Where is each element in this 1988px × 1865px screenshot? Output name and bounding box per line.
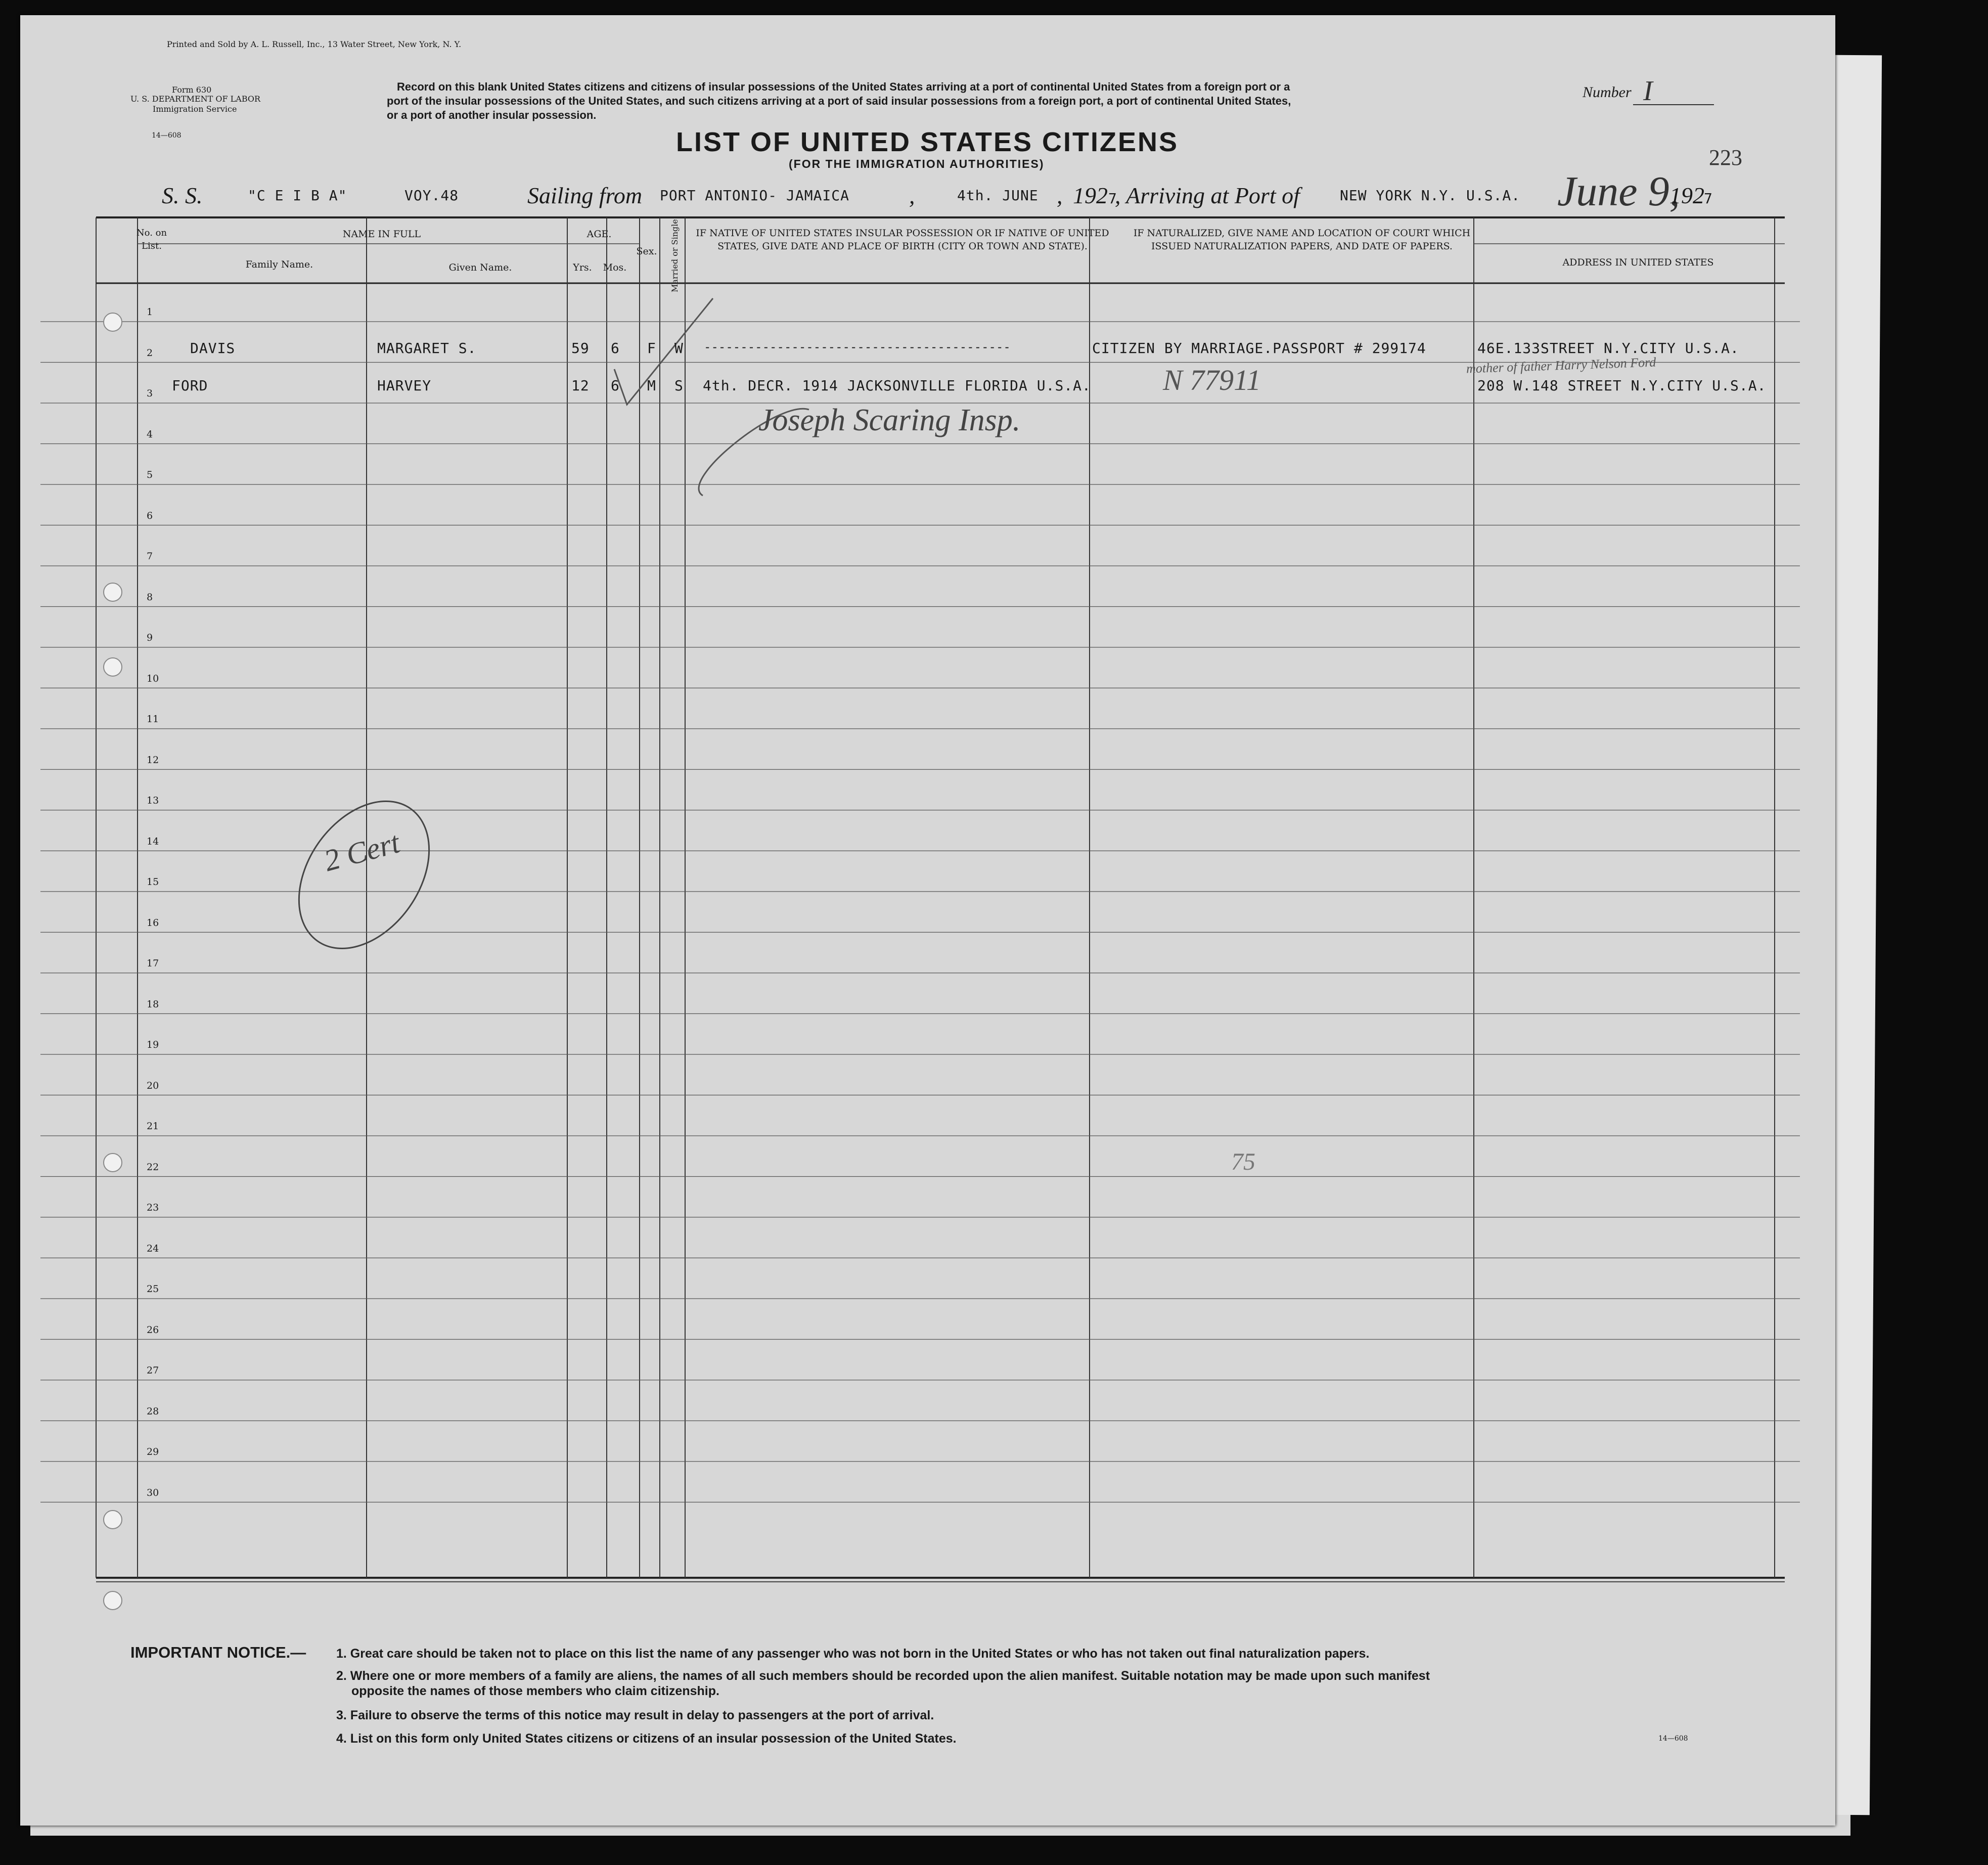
page-title: LIST OF UNITED STATES CITIZENS	[676, 127, 1179, 157]
instructions-line-1: Record on this blank United States citizens and citizens of insular possessions of the United States arriving at a port of continental United States from a foreign port or a	[397, 80, 1290, 93]
row2-birth: 4th. DECR. 1914 JACKSONVILLE FLORIDA U.S.A.	[703, 377, 1091, 394]
col-given-name: Given Name.	[448, 262, 512, 273]
passport-handwritten: N 77911	[1163, 364, 1261, 396]
row2-marital-status: S	[674, 377, 684, 394]
col-name-in-full: NAME IN FULL	[342, 229, 421, 240]
row-number: 1	[147, 306, 153, 318]
row-number: 29	[147, 1446, 159, 1457]
row-number: 6	[147, 510, 153, 521]
row-number: 13	[147, 795, 159, 806]
ss-label: S. S.	[162, 183, 203, 208]
binder-hole	[103, 1510, 122, 1529]
notice-item-3: 3. Failure to observe the terms of this notice may result in delay to passengers at the port of arrival.	[336, 1708, 934, 1722]
page-subtitle: (FOR THE IMMIGRATION AUTHORITIES)	[789, 157, 1045, 170]
row-number: 12	[147, 754, 159, 766]
binder-hole	[103, 313, 122, 332]
ship-name: "C E I B A"	[248, 187, 347, 204]
row2-family-name: FORD	[172, 377, 208, 394]
binder-hole	[103, 657, 122, 677]
row2-address: 208 W.148 STREET N.Y.CITY U.S.A.	[1477, 377, 1767, 394]
row2-given-name: HARVEY	[377, 377, 432, 394]
row1-given-name: MARGARET S.	[377, 340, 477, 357]
col-age: AGE.	[586, 229, 612, 240]
instructions-line-2: port of the insular possessions of the United States, and such citizens arriving at a port of said insular possessions from a foreign port, a port of continental United States,	[387, 95, 1291, 107]
row-number: 18	[147, 998, 159, 1010]
row-number: 20	[147, 1080, 159, 1091]
row-number: 15	[147, 876, 159, 887]
row-number: 24	[147, 1242, 159, 1254]
col-naturalized: IF NATURALIZED, GIVE NAME AND LOCATION OF COURT WHICH ISSUED NATURALIZATION PAPERS, AND DATE OF PAPERS.	[1133, 228, 1471, 252]
sailing-date: 4th. JUNE	[957, 187, 1038, 204]
row-number: 4	[147, 428, 153, 440]
row-number: 14	[147, 835, 159, 847]
binder-hole	[103, 583, 122, 602]
arrival-year-suffix: 7	[1704, 190, 1713, 207]
col-native: IF NATIVE OF UNITED STATES INSULAR POSSESSION OR IF NATIVE OF UNITED STATES, GIVE DATE AND PLACE OF BIRTH (CITY OR TOWN AND STATE).	[696, 228, 1109, 252]
department-name: U. S. DEPARTMENT OF LABOR	[130, 94, 261, 104]
row1-birth: ------------------------------------------	[704, 340, 1011, 354]
form-number: Form 630	[172, 85, 212, 95]
col-mos: Mos.	[603, 262, 627, 273]
row-number: 23	[147, 1202, 159, 1213]
row-number: 21	[147, 1121, 159, 1132]
sailing-from: PORT ANTONIO- JAMAICA	[660, 187, 850, 204]
arrival-date-handwritten: June 9,	[1557, 168, 1680, 215]
stamp-75: 75	[1231, 1148, 1255, 1175]
col-family-name: Family Name.	[245, 259, 313, 270]
row-number: 5	[147, 469, 153, 480]
binder-hole	[103, 1591, 122, 1610]
row2-sex: M	[647, 377, 656, 394]
row1-address: 46E.133STREET N.Y.CITY U.S.A.	[1477, 340, 1739, 357]
binder-hole	[103, 1153, 122, 1172]
row1-sex: F	[647, 340, 656, 357]
year-prefix: 192	[1073, 183, 1108, 208]
row-number: 26	[147, 1324, 159, 1336]
address-note-handwritten: mother of father Harry Nelson Ford	[1466, 354, 1656, 376]
arriving-port: NEW YORK N.Y. U.S.A.	[1340, 187, 1521, 204]
col-married: Married or Single.	[670, 216, 680, 292]
row-number: 19	[147, 1039, 159, 1050]
row-number: 10	[147, 673, 159, 684]
margin-note-handwritten: 2 Cert	[320, 825, 403, 878]
arriving-label: , Arriving at Port of	[1115, 183, 1300, 208]
ruled-table-grid	[20, 15, 1835, 1826]
row-number: 30	[147, 1487, 159, 1498]
notice-item-4: 4. List on this form only United States citizens or citizens of an insular possession of the United States.	[336, 1731, 957, 1746]
row1-naturalized: CITIZEN BY MARRIAGE.PASSPORT # 299174	[1092, 340, 1426, 357]
voyage-number: VOY.48	[404, 187, 459, 204]
row1-marital-status: W	[674, 340, 684, 357]
inspector-signature: Joseph Scaring Insp.	[758, 403, 1021, 437]
row-number: 17	[147, 958, 159, 969]
footer-form-code: 14—608	[1658, 1735, 1688, 1743]
row-number: 25	[147, 1283, 159, 1295]
row-number: 7	[147, 551, 153, 562]
service-name: Immigration Service	[153, 104, 237, 114]
margin-note-circle	[272, 777, 456, 973]
row2-age-years: 12	[571, 377, 590, 394]
row-number: 28	[147, 1405, 159, 1417]
col-address: ADDRESS IN UNITED STATES	[1562, 257, 1714, 268]
sailing-label: Sailing from	[527, 183, 643, 208]
instructions-line-3: or a port of another insular possession.	[387, 109, 597, 121]
notice-item-1: 1. Great care should be taken not to place on this list the name of any passenger who was not born in the United States or who has not taken out final naturalization papers.	[336, 1647, 1370, 1661]
number-value: I	[1643, 75, 1653, 107]
row-number: 11	[147, 714, 159, 725]
page-number: 223	[1709, 145, 1742, 170]
number-label: Number	[1583, 84, 1632, 101]
year-suffix: 7	[1108, 190, 1117, 207]
notice-item-2a: 2. Where one or more members of a family are aliens, the names of all such members should be recorded upon the alien manifest. Suitable notation may be made upon such manifest	[336, 1669, 1430, 1683]
row-number: 27	[147, 1365, 159, 1376]
row1-age-years: 59	[571, 340, 590, 357]
form-code: 14—608	[152, 131, 182, 140]
row-number: 9	[147, 632, 153, 643]
col-sex: Sex.	[636, 246, 657, 257]
col-no: No. on List.	[136, 228, 167, 251]
row-number: 2	[147, 347, 153, 359]
col-yrs: Yrs.	[573, 262, 592, 273]
row1-family-name: DAVIS	[190, 340, 236, 357]
row1-age-months: 6	[611, 340, 620, 357]
row-number: 8	[147, 591, 153, 603]
row-number: 3	[147, 388, 153, 399]
printer-line: Printed and Sold by A. L. Russell, Inc., 13 Water Street, New York, N. Y.	[167, 39, 462, 49]
arrival-year-prefix: 192	[1669, 183, 1704, 208]
manifest-sheet: Printed and Sold by A. L. Russell, Inc., 13 Water Street, New York, N. Y. Form 630 U. S. DEPARTMENT OF LABOR Immigration Service 14—608 Record on this blank United States citizens and citizens of insular possessions of the United States arriving at a port of continental United States from a foreign port or a port of the insular possessions of the United States, and such citizens arriving at a port of said insular possessions from a foreign port, a port of continental United States, or a port of another insular possession. Number I 223 LIST OF UNITED STATES CITIZENS (FOR THE IMMIGRATION AUTHORITIES) S. S. "C E I B A" VOY.48 Sailing from PORT ANTONIO- JAMAICA , 4th. JUNE , 192 7 , Arriving at Port of NEW YORK N.Y. U.S.A. June 9, 192 7 No. on List. NAME IN FULL Family Name. Given Name. AGE. Yrs. Mos. Sex. Married or Single. IF NATIVE OF UNITED STATES INSULAR POSSESSION OR IF NATIVE OF UNITED STATES, GIVE DATE AND PLACE OF BIRTH (CITY OR TOWN AND STATE). IF NATURALIZED, GIVE NAME AND LOCATION OF COURT WHICH ISSUED NATURALIZATION PAPERS, AND DATE OF PAPERS. ADDRESS IN UNITED STATES 1 2 3 4 5 6 7 8 9 10 11 12 13 14 15 16 17 18 19 20 21 22 23 24 25 26 27 28 29 30 DAVIS MARGARET S. 59 6 F W ------------------------------------------ CITIZEN BY MARRIAGE.PASSPORT # 299174 46E.133STREET N.Y.CITY U.S.A. FORD HARVEY 12 6 M S 4th. DECR. 1914 JACKSONVILLE FLORIDA U.S.A. 208 W.148 STREET N.Y.CITY U.S.A. N 77911 mother of father Harry Nelson Ford Joseph Scaring Insp. 2 Cert 75 IMPORTANT NOTICE.— 1. Great care should be taken not to place on this list the name of any passenger who was not born in the United States or who has not taken out final naturalization papers. 2. Where one or more members of a family are aliens, the names of all such members should be recorded upon the alien manifest. Suitable notation may be made upon such manifest opposite the names of those members who claim citizenship. 3. Failure to observe the terms of this notice may result in delay to passengers at the port of arrival. 4. List on this form only United States citizens or citizens of an insular possession of the United States. 14—608	[20, 15, 1835, 1826]
notice-item-2b: opposite the names of those members who claim citizenship.	[351, 1684, 719, 1698]
row-number: 22	[147, 1161, 159, 1173]
row-number: 16	[147, 917, 159, 928]
notice-heading: IMPORTANT NOTICE.—	[130, 1644, 306, 1661]
pencil-check-mark	[614, 298, 713, 405]
row2-age-months: 6	[611, 377, 620, 394]
